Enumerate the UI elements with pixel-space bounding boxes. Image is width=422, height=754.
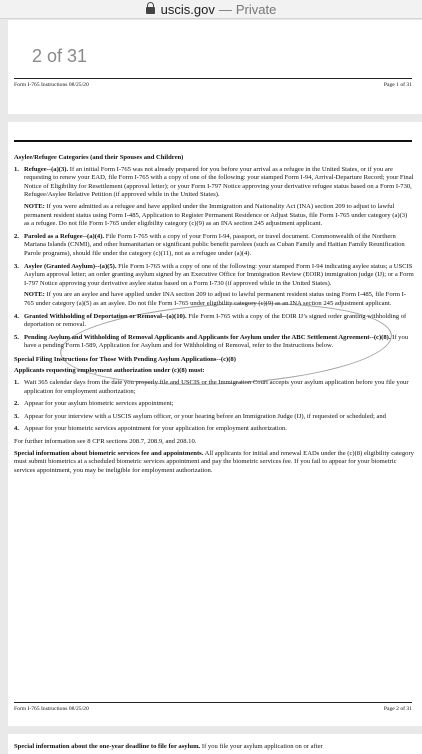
note: NOTE: If you were admitted as a refugee and have applied under the Immigration and Nationality Act (INA) section 209 to adjust to lawful permanent resident status using Form I-485, Application to Register Permanent Residence or Adjust Status, file Form I-765 under category (a)(3) as a refugee. Do not file Form I-765 under eligibility category (c)(9) as an INA section 245 adjustment applicant. bbox=[24, 202, 408, 228]
page-footer bbox=[14, 706, 412, 712]
list-item: 4. Granted Withholding of Deportation or Removal--(a)(10). File Form I-765 with a copy of the EOIR IJ’s signed order granting withholding of deportation or removal. bbox=[14, 312, 407, 329]
special-heading: Special Filing Instructions for Those With Pending Asylum Applications--(c)(8) bbox=[14, 355, 236, 363]
requirements-heading: Applicants requesting employment authorization under (c)(8) must: bbox=[14, 367, 205, 375]
lock-icon bbox=[146, 7, 155, 14]
page-indicator: 2 of 31 bbox=[32, 46, 88, 66]
list-item: 2. Appear for your asylum biometric services appointment; bbox=[14, 400, 174, 408]
footer-page: Page 2 of 31 bbox=[383, 706, 412, 712]
separator: — bbox=[218, 1, 232, 17]
domain: uscis.gov bbox=[160, 1, 215, 17]
header-rule bbox=[14, 140, 412, 142]
footer-form: Form I-765 Instructions 08/25/20 bbox=[14, 82, 89, 88]
list-item: 1. Refugee--(a)(3). If an initial Form I-765 was not already prepared for you before your arrival as a refugee in the United States, or if you are requesting to renew your EAD, file Form I-765 with a copy of one of the following: your stamped Form I-94, Arrival-Departure Record; your Final Notice of Eligibility for Resettlement (approval letter); or your Form I-797 Notice approving your derivative refugee status based on a Form I-730, Refugee/Asylee Relative Petition (if approved while in the United States). NOTE: If you were admitted as a refugee and have applied under the Immigration and Nationality Act (INA) section 209 to adjust to lawful permanent resident status using Form I-485, Application to Register Permanent Residence or Adjust Status, file Form I-765 under category (a)(3) as a refugee. Do not file Form I-765 under eligibility category (c)(9) as an INA section 245 adjustment applicant. bbox=[14, 165, 414, 228]
browser-address-bar[interactable] bbox=[0, 0, 422, 19]
further-info: For further information see 8 CFR sections 208.7, 208.9, and 208.10. bbox=[14, 438, 197, 446]
list-item: 4. Appear for your biometric services appointment for your application for employment authorization. bbox=[14, 425, 287, 433]
pdf-page-1 bbox=[8, 20, 422, 114]
footer-rule bbox=[14, 702, 412, 703]
pdf-page-3: Special information about the one-year deadline to file for asylum. If you file your asylum application on or after bbox=[8, 734, 422, 754]
list-item: 2. Paroled as a Refugee--(a)(4). File Form I-765 with a copy of your Form I-94, passport, or travel document. Commonwealth of the Northern Mariana Islands (CNMI), and other humanitarian or significant public benefit parolees (such as Cuban Family and Haitian Family Reunification Parole programs), should file under the category (c)(11), not as a refugee under (a)(4). bbox=[14, 232, 405, 257]
footer-rule bbox=[14, 78, 412, 79]
list-item: 3. Appear for your interview with a USCIS asylum officer, or your hearing before an Immigration Judge (IJ), if requested or scheduled; and bbox=[14, 412, 386, 420]
footer-form: Form I-765 Instructions 08/25/20 bbox=[14, 706, 89, 712]
note: NOTE: If you are an asylee and have applied under INA section 209 to adjust to lawful permanent resident status using Form I-485, file Form I-765 under category (a)(5) as an asylee. Do not file Form I-765 under eligibility category (c)(9) as an INA section 245 adjustment applicant. bbox=[24, 291, 406, 307]
private-mode-label: Private bbox=[235, 1, 277, 17]
list-item: 5. Pending Asylum and Withholding of Removal Applicants and Applicants for Asylum under the ABC Settlement Agreement--(c)(8). If you have a pending Form I-589, Application for Asylum and for Withholding of Removal, refer to the Instructions below. bbox=[14, 333, 409, 350]
page-footer bbox=[14, 82, 412, 88]
footer-page: Page 1 of 31 bbox=[383, 82, 412, 88]
list-item: 3. Asylee (Granted Asylum)--(a)(5). File Form I-765 with a copy of one of the following: your stamped Form I-94 indicating asylee status; a USCIS Asylum approval letter; an order granting asylum signed by an Executive Office for Immigration Review (EOIR) immigration judge (IJ); or a Form I-797 Notice approving your derivative asylee status based on a Form I-730 (if approved while in the United States). NOTE: If you are an asylee and have applied under INA section 209 to adjust to lawful permanent resident status using Form I-485, file Form I-765 under category (a)(5) as an asylee. Do not file Form I-765 under eligibility category (c)(9) as an INA section 245 adjustment applicant. bbox=[14, 262, 414, 307]
list-item: 1. Wait 365 calendar days from the date you properly file and USCIS or the Immigration Court accepts your asylum application before you file your application for employment authorization; bbox=[14, 379, 409, 395]
section-title: Asylee/Refugee Categories (and their Spouses and Children) bbox=[14, 154, 184, 161]
pdf-page-2 bbox=[8, 122, 422, 726]
biometrics-info: Special information about biometric services fee and appointments. All applicants for initial and renewal EADs under the (c)(8) eligibility category must submit biometrics at a scheduled biometric services appointment and pay the biometric services fee. If you fail to appear for your biometric services appointment, you may be ineligible for employment authorization. bbox=[14, 449, 414, 474]
page3-heading: Special information about the one-year deadline to file for asylum. bbox=[14, 743, 201, 750]
